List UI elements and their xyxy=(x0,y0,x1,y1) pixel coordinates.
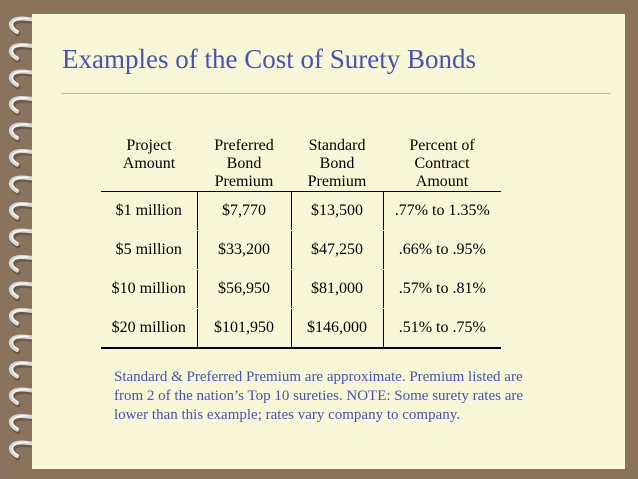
cell-standard-premium: $146,000 xyxy=(291,308,383,348)
table-header-row xyxy=(101,131,501,191)
header-percent-of-contract xyxy=(383,131,501,191)
header-line: Bond xyxy=(319,154,355,172)
header-line: Project xyxy=(126,136,172,154)
cell-preferred-premium: $56,950 xyxy=(197,269,291,308)
header-line xyxy=(104,173,194,191)
header-line: Amount xyxy=(122,154,176,172)
cell-project-amount: $20 million xyxy=(101,308,197,348)
cell-project-amount: $10 million xyxy=(111,279,186,297)
header-line: Percent of xyxy=(409,136,475,154)
header-standard-bond-premium xyxy=(291,131,383,191)
cell-percent-of-contract: .66% to .95% xyxy=(383,230,501,269)
cell-percent-of-contract: .51% to .75% xyxy=(383,308,501,348)
footnote: Standard & Preferred Premium are approximate. Premium listed are from 2 of the nation’s Top 10 sureties. NOTE: Some surety rates are lower than this example; rates vary company to company. xyxy=(114,369,523,423)
cell-project-amount: $1 million xyxy=(115,201,182,219)
header-line: Preferred xyxy=(214,136,274,154)
table-row xyxy=(101,191,501,230)
slide-title: Examples of the Cost of Surety Bonds xyxy=(62,44,476,74)
table-row xyxy=(101,269,501,308)
cell-preferred-premium: $7,770 xyxy=(197,191,291,230)
header-project-amount xyxy=(101,131,197,191)
cell-percent-of-contract: .57% to .81% xyxy=(383,269,501,308)
header-line: Amount xyxy=(415,172,469,190)
header-line: Contract xyxy=(414,154,470,172)
table-row xyxy=(101,308,501,348)
table-row xyxy=(101,230,501,269)
header-line: Bond xyxy=(226,154,262,172)
cell-standard-premium: $81,000 xyxy=(291,269,383,308)
header-line: Premium xyxy=(307,172,367,190)
cell-standard-premium: $47,250 xyxy=(291,230,383,269)
title-divider xyxy=(62,93,610,94)
cell-standard-premium: $13,500 xyxy=(291,191,383,230)
header-preferred-bond-premium xyxy=(197,131,291,191)
header-line: Premium xyxy=(214,172,274,190)
cell-preferred-premium: $33,200 xyxy=(197,230,291,269)
cell-preferred-premium: $101,950 xyxy=(197,308,291,348)
header-line: Standard xyxy=(308,136,366,154)
surety-bond-cost-table xyxy=(101,131,501,349)
cell-percent-of-contract: .77% to 1.35% xyxy=(383,191,501,230)
cell-project-amount: $5 million xyxy=(115,240,182,258)
